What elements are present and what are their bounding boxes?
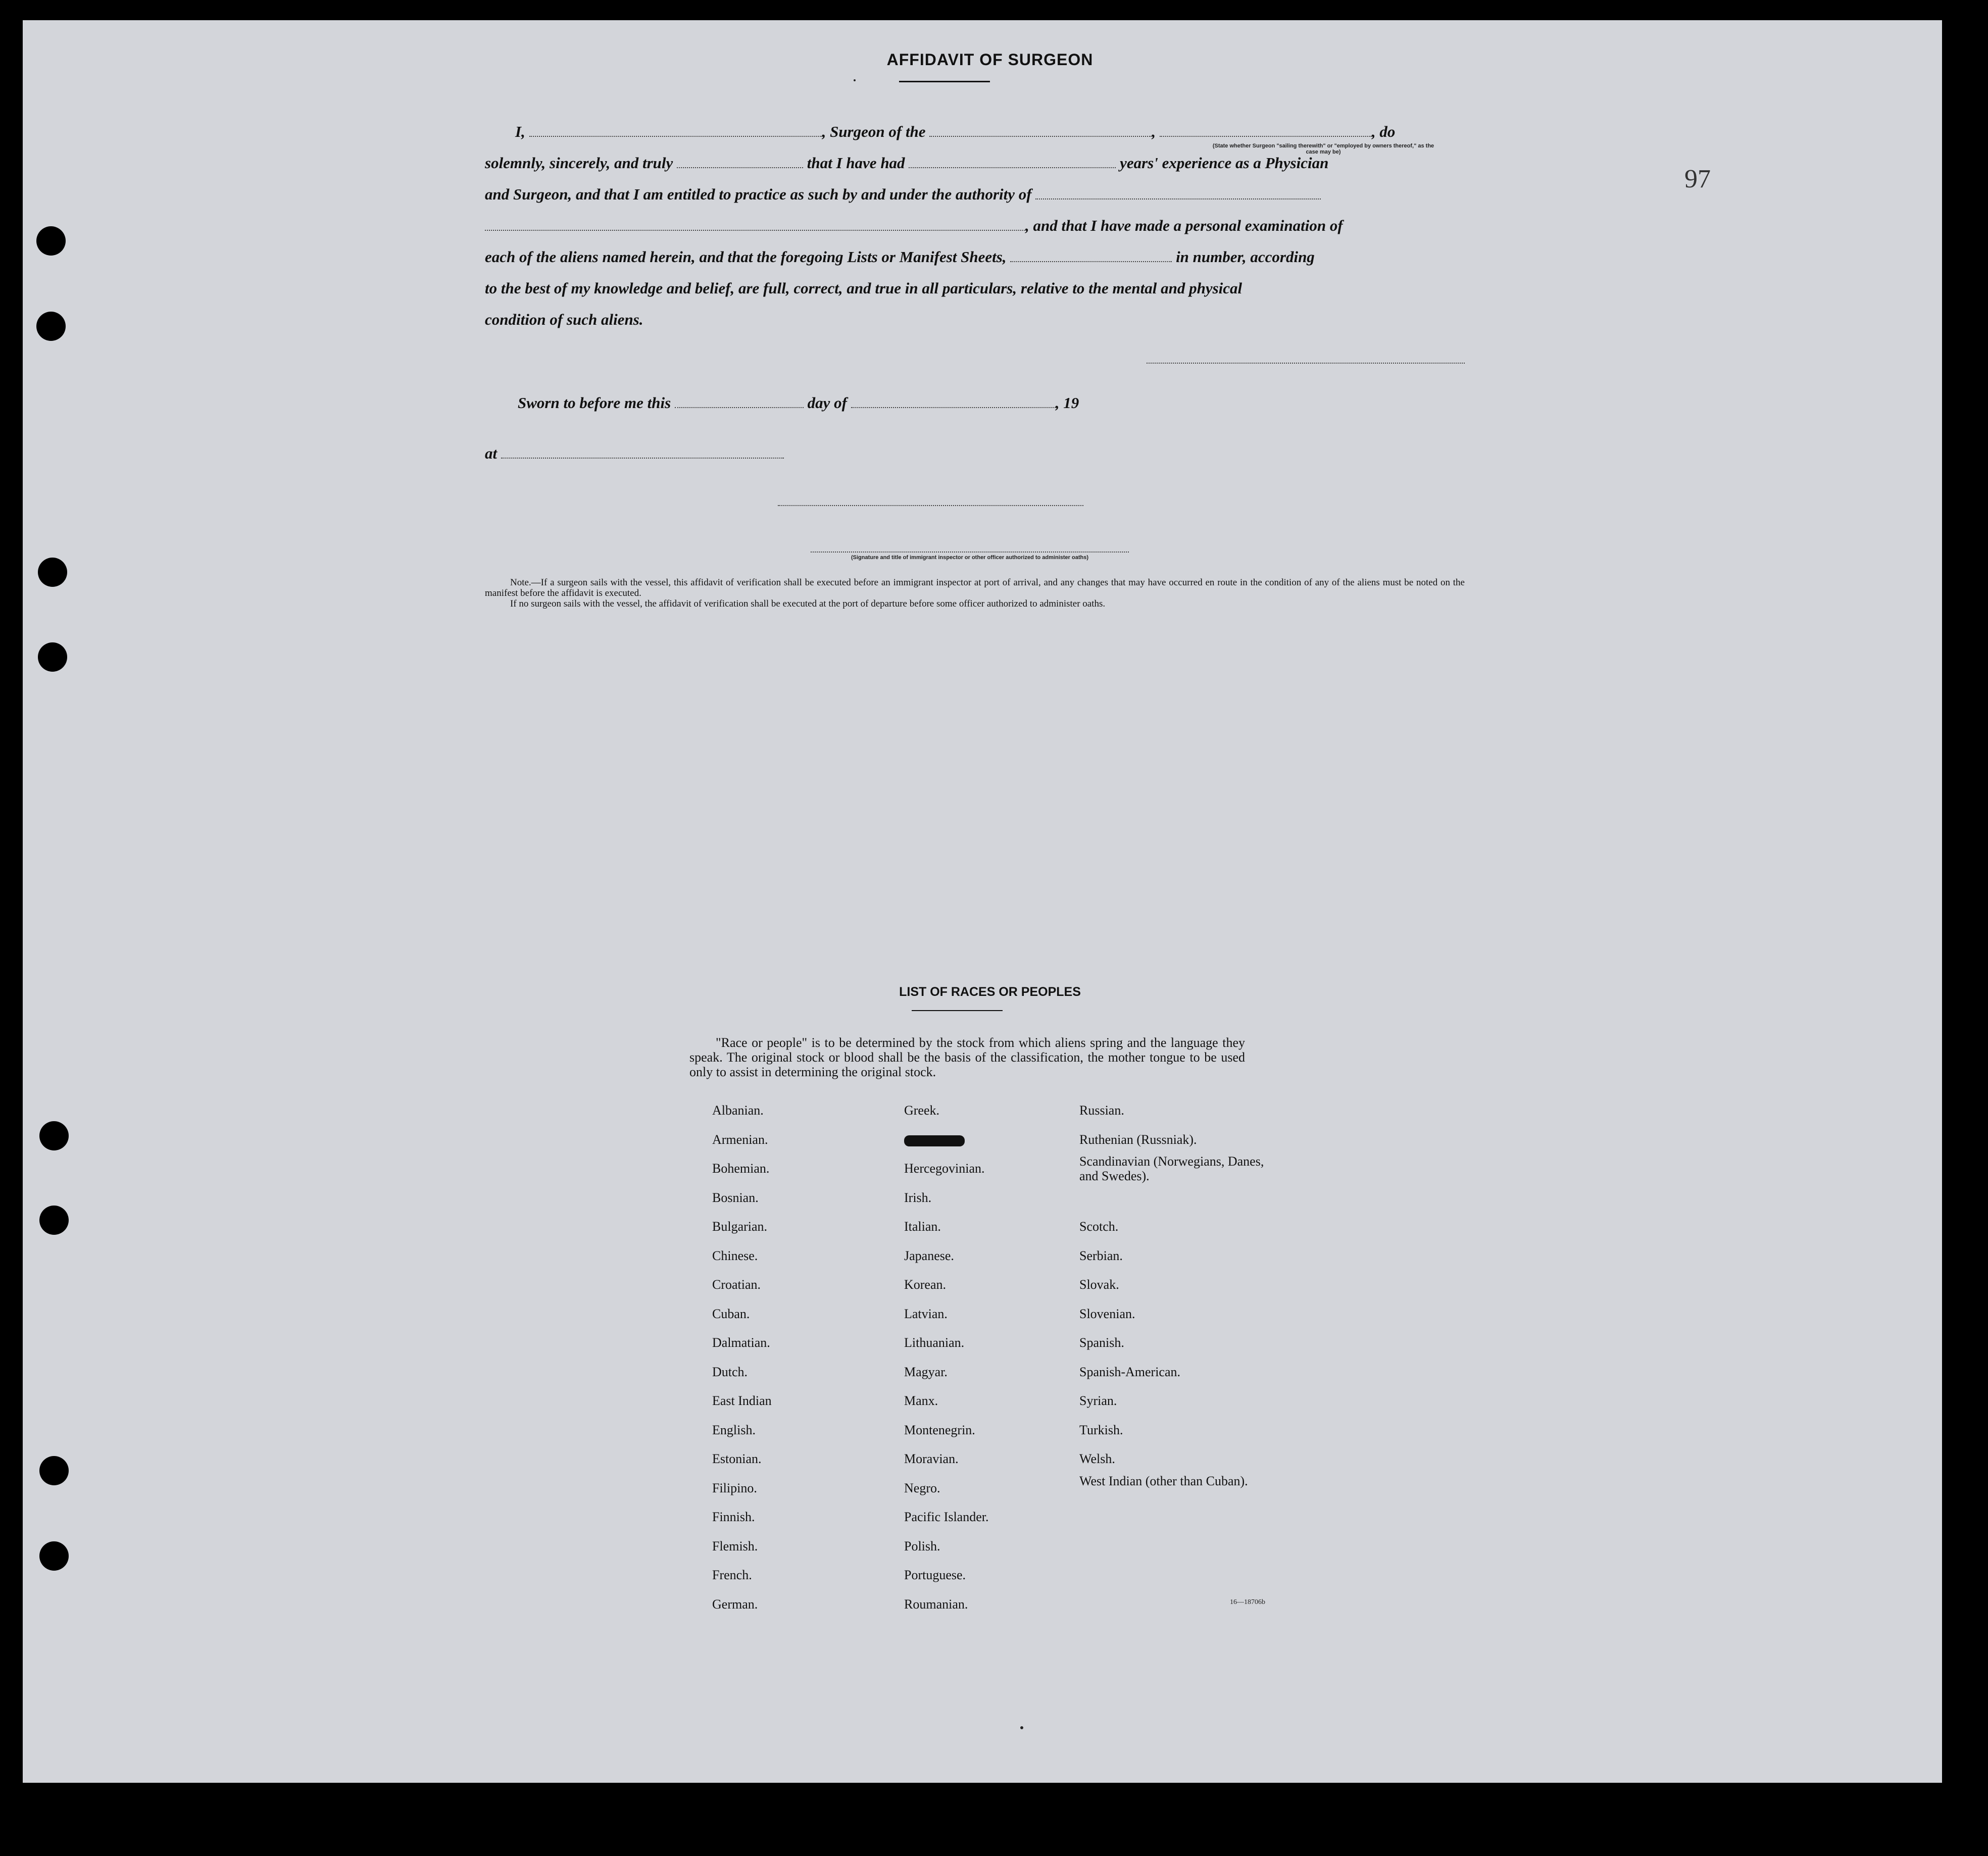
sworn-day-blank[interactable] <box>675 402 804 408</box>
affidavit-text: , <box>1152 123 1156 140</box>
affidavit-text: and Surgeon, and that I am entitled to practice as such by and under the authority of <box>485 185 1032 203</box>
race-entry: Filipino. <box>712 1480 757 1495</box>
affidavit-text: that I have had <box>807 154 905 172</box>
sworn-year: , 19 <box>1055 394 1079 412</box>
affidavit-text: condition of such aliens. <box>485 311 643 328</box>
note-paragraph-1: Note.—If a surgeon sails with the vessel, this affidavit of verification shall be executed before an immigrant inspector at port of arrival, and any changes that may have occurred en route in the condition of any of the aliens must be noted on the manifest before the affidavit is executed. <box>485 577 1465 598</box>
affidavit-text: , do <box>1371 123 1396 140</box>
speck <box>854 79 856 81</box>
at-label: at <box>485 444 498 462</box>
race-entry: Scotch. <box>1079 1219 1119 1234</box>
race-entry: German. <box>712 1596 758 1612</box>
affidavit-text: years' experience as a Physician <box>1120 154 1329 172</box>
race-entry: Greek. <box>904 1103 940 1118</box>
authority-blank[interactable] <box>1035 193 1321 199</box>
officer-signature-line[interactable] <box>778 505 1083 506</box>
punch-hole <box>39 1206 69 1235</box>
races-column-2 <box>904 1096 989 1619</box>
punch-hole <box>39 1456 69 1485</box>
speck <box>1020 1726 1023 1729</box>
affidavit-text: , Surgeon of the <box>822 123 926 140</box>
place-line <box>485 444 784 463</box>
sworn-month-blank[interactable] <box>851 402 1056 408</box>
officer-title-line[interactable] <box>811 551 1129 553</box>
authority-blank-cont[interactable] <box>485 225 1025 231</box>
list-title-rule <box>912 1010 1003 1011</box>
race-entry: Scandinavian (Norwegians, Danes, and Swedes). <box>1079 1154 1264 1183</box>
punch-hole <box>39 1121 69 1150</box>
race-entry: French. <box>712 1568 752 1582</box>
race-entry: Italian. <box>904 1219 941 1234</box>
race-entry: Slovenian. <box>1079 1306 1135 1321</box>
punch-hole <box>39 1541 69 1571</box>
race-entry: Roumanian. <box>904 1596 968 1612</box>
races-column-1 <box>712 1096 772 1619</box>
race-entry: Turkish. <box>1079 1422 1123 1437</box>
race-entry: Manx. <box>904 1393 938 1408</box>
note-paragraph-2: If no surgeon sails with the vessel, the affidavit of verification shall be executed at the port of departure before some officer authorized to administer oaths. <box>510 598 1106 609</box>
affidavit-text: each of the aliens named herein, and that the foregoing Lists or Manifest Sheets, <box>485 248 1007 266</box>
races-column-3 <box>1079 1096 1276 1502</box>
race-entry: Ruthenian (Russniak). <box>1079 1132 1197 1147</box>
race-entry: Flemish. <box>712 1538 758 1553</box>
race-entry: Portuguese. <box>904 1568 966 1582</box>
race-entry: Spanish-American. <box>1079 1364 1181 1379</box>
race-entry: Finnish. <box>712 1510 755 1524</box>
race-entry: Pacific Islander. <box>904 1510 989 1524</box>
race-entry: East Indian <box>712 1393 772 1408</box>
race-entry: Japanese. <box>904 1248 954 1263</box>
race-entry: Spanish. <box>1079 1335 1124 1350</box>
race-entry: Welsh. <box>1079 1451 1115 1466</box>
race-entry: Moravian. <box>904 1451 959 1466</box>
affidavit-text: solemnly, sincerely, and truly <box>485 154 673 172</box>
race-entry: Dalmatian. <box>712 1335 770 1350</box>
punch-hole <box>38 642 67 672</box>
race-entry: Lithuanian. <box>904 1335 965 1350</box>
surgeon-status-blank[interactable] <box>1160 131 1372 137</box>
race-entry: Serbian. <box>1079 1248 1123 1263</box>
sheets-count-blank[interactable] <box>1010 256 1172 262</box>
race-entry: Chinese. <box>712 1248 758 1263</box>
race-entry: Albanian. <box>712 1103 764 1118</box>
race-entry: Irish. <box>904 1190 932 1205</box>
race-entry: Armenian. <box>712 1132 768 1147</box>
race-entry: Hercegovinian. <box>904 1161 985 1176</box>
race-entry: Russian. <box>1079 1103 1124 1118</box>
punch-hole <box>36 312 66 341</box>
name-blank[interactable] <box>529 131 822 137</box>
redacted-entry <box>904 1125 989 1155</box>
race-entry: English. <box>712 1422 756 1437</box>
sworn-line <box>518 394 1079 412</box>
page-number: 97 <box>1684 165 1711 193</box>
affidavit-title: AFFIDAVIT OF SURGEON <box>886 51 1094 69</box>
race-entry: Montenegrin. <box>904 1422 975 1437</box>
race-entry: Polish. <box>904 1538 940 1553</box>
redaction-mark <box>904 1135 965 1146</box>
race-entry: Dutch. <box>712 1364 748 1379</box>
declaration-blank[interactable] <box>677 162 803 168</box>
race-entry: Estonian. <box>712 1451 762 1466</box>
race-entry: Bohemian. <box>712 1161 770 1176</box>
sworn-prefix: Sworn to before me this <box>518 394 671 412</box>
race-entry: Latvian. <box>904 1306 948 1321</box>
signature-caption: (Signature and title of immigrant inspector or other officer authorized to administer oaths) <box>851 555 1088 561</box>
races-list-title: LIST OF RACES OR PEOPLES <box>899 985 1081 999</box>
sworn-mid: day of <box>807 394 847 412</box>
title-rule <box>899 81 990 82</box>
race-entry: West Indian (other than Cuban). <box>1079 1473 1248 1488</box>
race-entry: Cuban. <box>712 1306 750 1321</box>
surgeon-signature-line[interactable] <box>1147 363 1465 364</box>
place-blank[interactable] <box>501 453 784 459</box>
race-entry: Bosnian. <box>712 1190 759 1205</box>
race-entry: Syrian. <box>1079 1393 1117 1408</box>
affidavit-text: I, <box>515 123 525 140</box>
race-entry: Negro. <box>904 1480 940 1495</box>
race-entry: Slovak. <box>1079 1277 1119 1292</box>
affidavit-text: , and that I have made a personal examination of <box>1025 217 1343 234</box>
punch-hole <box>38 558 67 587</box>
form-code: 16—18706b <box>1230 1598 1265 1606</box>
affidavit-text: to the best of my knowledge and belief, are full, correct, and true in all particulars, relative to the mental and physical <box>485 279 1242 297</box>
years-blank[interactable] <box>909 162 1116 168</box>
surgeon-status-note: (State whether Surgeon "sailing therewith" or "employed by owners thereof," as the case may be) <box>1212 143 1434 155</box>
vessel-blank[interactable] <box>929 131 1152 137</box>
races-intro: "Race or people" is to be determined by the stock from which aliens spring and the language they speak. The original stock or blood shall be the basis of the classification, the mother tongue to be used only to assist in determining the original stock. <box>689 1035 1245 1079</box>
race-entry: Magyar. <box>904 1364 948 1379</box>
race-entry: Korean. <box>904 1277 947 1292</box>
affidavit-text: in number, according <box>1176 248 1315 266</box>
race-entry: Bulgarian. <box>712 1219 768 1234</box>
affidavit-note <box>485 577 1465 609</box>
race-entry: Croatian. <box>712 1277 761 1292</box>
punch-hole <box>36 226 66 256</box>
